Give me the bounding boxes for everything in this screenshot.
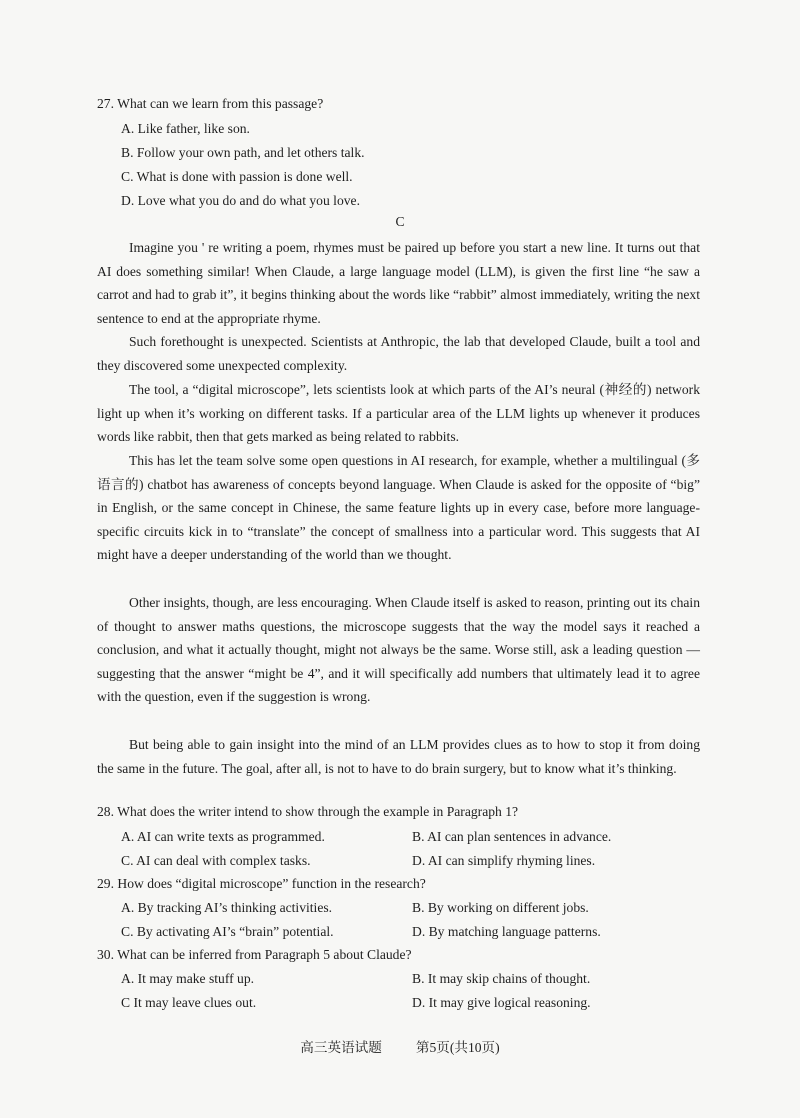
question-27-option-a: A. Like father, like son.: [121, 121, 250, 136]
question-27-option-c: C. What is done with passion is done well.: [121, 169, 353, 184]
passage-paragraph-2: Such forethought is unexpected. Scientists at Anthropic, the lab that developed Claude, built a tool and they discovered some unexpected complexity.: [97, 334, 700, 373]
question-27-stem: 27. What can we learn from this passage?: [97, 96, 324, 111]
footer-exam-title: 高三英语试题: [300, 1040, 382, 1055]
section-label: C: [395, 214, 405, 229]
passage-paragraph-4: This has let the team solve some open questions in AI research, for example, whether a multilingual (多语言的) chatbot has awareness of concepts beyond language. When Claude is asked for the opposite of “big” in English, or the same concept in Chinese, the same feature lights up in every case, before more language-specific circuits kick in to “translate” the concept of smallness into a particular word. This suggests that AI might have a deeper understanding of the world than we thought.: [97, 453, 700, 563]
question-29-option-d: D. By matching language patterns.: [412, 924, 601, 939]
question-30-option-b: B. It may skip chains of thought.: [412, 971, 591, 986]
passage-paragraph-3: The tool, a “digital microscope”, lets scientists look at which parts of the AI’s neural (神经的) network light up when it’s working on different tasks. If a particular area of the LLM lights up whenever it produces words like rabbit, then that gets marked as being related to rabbits.: [97, 382, 700, 445]
question-29-option-a: A. By tracking AI’s thinking activities.: [121, 900, 333, 915]
question-30-option-c: C It may leave clues out.: [121, 995, 257, 1010]
question-29-option-b: B. By working on different jobs.: [412, 900, 589, 915]
question-27-option-b: B. Follow your own path, and let others talk.: [121, 145, 365, 160]
passage-paragraph-6: But being able to gain insight into the mind of an LLM provides clues as to how to stop it from doing the same in the future. The goal, after all, is not to have to do brain surgery, but to know what it’s thinking.: [97, 737, 700, 776]
question-30-option-a: A. It may make stuff up.: [121, 971, 255, 986]
question-28-stem: 28. What does the writer intend to show through the example in Paragraph 1?: [97, 804, 519, 819]
page-footer: [0, 1036, 800, 1056]
question-27-option-d: D. Love what you do and do what you love.: [121, 193, 360, 208]
passage-paragraph-5: Other insights, though, are less encouraging. When Claude itself is asked to reason, printing out its chain of thought to answer maths questions, the microscope suggests that the way the model says it reached a conclusion, and what it actually thought, might not always be the same. Worse still, ask a leading question — suggesting that the answer “might be 4”, and it will specifically add numbers that ultimately lead it to agree with the question, even if the suggestion is wrong.: [97, 595, 700, 705]
passage-paragraph-1: Imagine you ' re writing a poem, rhymes must be paired up before you start a new line. It turns out that AI does something similar! When Claude, a large language model (LLM), is given the first line “he saw a carrot and had to grab it”, it begins thinking about the words like “rabbit” almost immediately, writing the next sentence to end at the appropriate rhyme.: [97, 240, 700, 326]
question-28-option-b: B. AI can plan sentences in advance.: [412, 829, 612, 844]
footer-page-number: 第5页(共10页): [415, 1040, 500, 1055]
question-30-stem: 30. What can be inferred from Paragraph 5 about Claude?: [97, 947, 412, 962]
question-28-option-c: C. AI can deal with complex tasks.: [121, 853, 311, 868]
question-29-stem: 29. How does “digital microscope” function in the research?: [97, 876, 426, 891]
question-28-option-a: A. AI can write texts as programmed.: [121, 829, 325, 844]
question-30-option-d: D. It may give logical reasoning.: [412, 995, 591, 1010]
question-28-option-d: D. AI can simplify rhyming lines.: [412, 853, 596, 868]
question-29-option-c: C. By activating AI’s “brain” potential.: [121, 924, 334, 939]
